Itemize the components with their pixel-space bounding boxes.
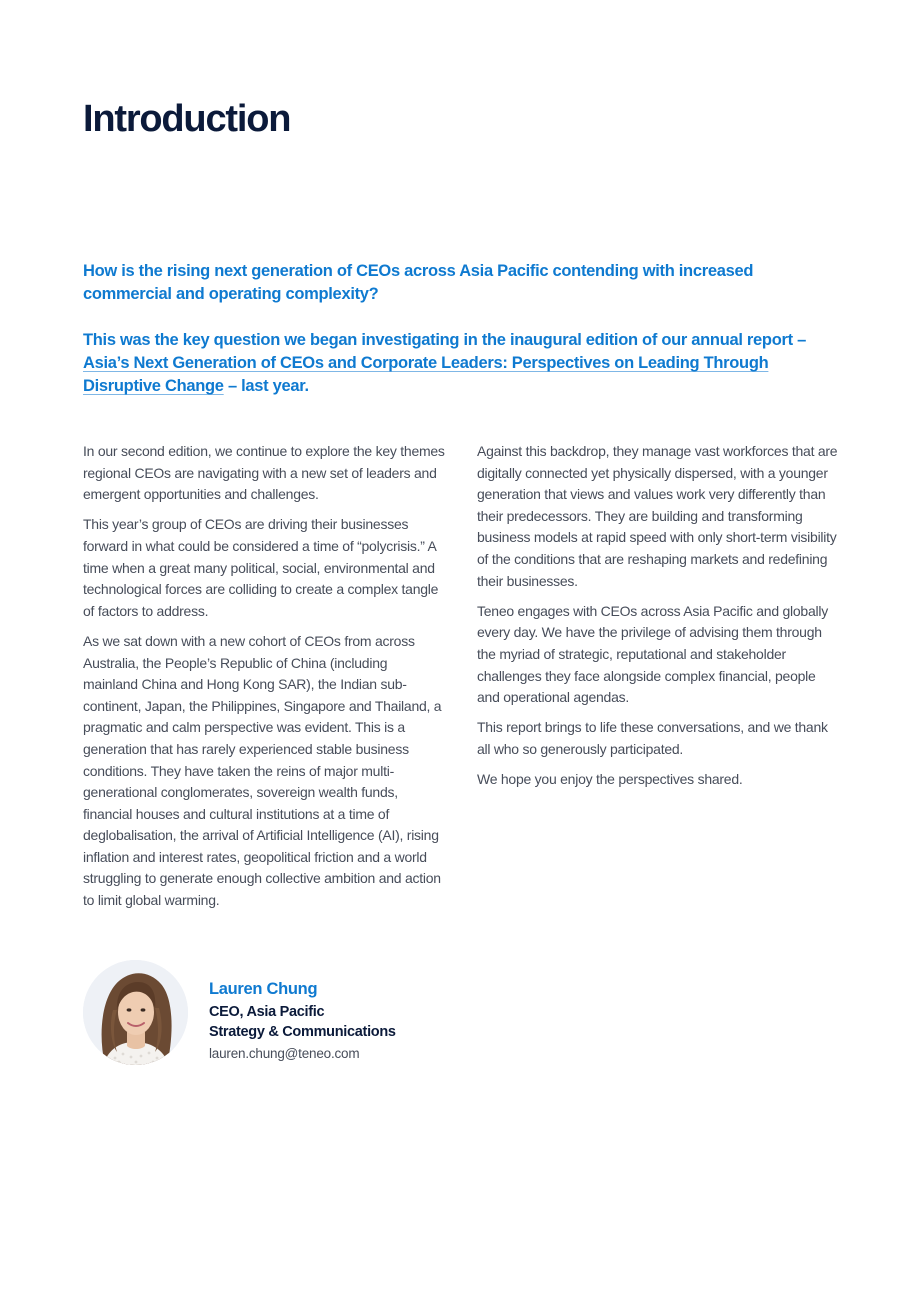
left-column [83,441,445,920]
lead-question: How is the rising next generation of CEOs across Asia Pacific contending with increased commercial and operating complexity? [83,262,754,303]
author-card [83,960,503,1070]
portrait-icon [83,960,188,1065]
report-link[interactable]: Asia’s Next Generation of CEOs and Corporate Leaders: Perspectives on Leading Through Disruptive Change [83,354,769,395]
author-role-line1: CEO, Asia Pacific [209,1004,325,1020]
body-paragraph: This report brings to life these conversations, and we thank all who so generously participated. [477,719,828,757]
body-paragraph: This year’s group of CEOs are driving their businesses forward in what could be considered a time of “polycrisis.” A time when a great many political, social, environmental and technological forces are colliding to create a complex tangle of factors to address. [83,516,439,619]
lead-statement [83,329,833,398]
body-paragraph: Teneo engages with CEOs across Asia Pacific and globally every day. We have the privilege of advising them through the myriad of strategic, reputational and stakeholder challenges they face alongside complex financial, people and operational agendas. [477,602,828,706]
lead-statement-before: This was the key question we began investigating in the inaugural edition of our annual report – [83,331,806,349]
body-paragraph: In our second edition, we continue to explore the key themes regional CEOs are navigating with a new set of leaders and emergent opportunities and challenges. [83,443,445,503]
lead-statement-after: – last year. [223,377,309,395]
lead-section [83,260,833,398]
body-paragraph: We hope you enjoy the perspectives shared. [477,771,743,788]
author-email[interactable]: lauren.chung@teneo.com [209,1046,360,1061]
author-role-line2: Strategy & Communications [209,1024,396,1040]
author-role [209,1002,396,1042]
body-paragraph: Against this backdrop, they manage vast workforces that are digitally connected yet physically dispersed, with a younger generation that views and values work very differently than their predecessors. They are building and transforming business models at rapid speed with only short-term visibility of the conditions that are reshaping markets and redefining their businesses. [477,443,838,589]
right-column [477,441,839,799]
body-paragraph: As we sat down with a new cohort of CEOs from across Australia, the People’s Republic of China (including mainland China and Hong Kong SAR), the Indian sub-continent, Japan, the Philippines, Singapore and Thailand, a pragmatic and calm perspective was evident. This is a generation that has rarely experienced stable business conditions. They have taken the reins of major multi-generational conglomerates, sovereign wealth funds, financial houses and cultural institutions at a time of deglobalisation, the arrival of Artificial Intelligence (AI), rising inflation and interest rates, geopolitical friction and a world struggling to generate enough collective ambition and action to limit global warming. [83,632,442,909]
avatar [83,960,188,1065]
author-name: Lauren Chung [209,980,318,998]
page-title: Introduction [83,98,291,140]
